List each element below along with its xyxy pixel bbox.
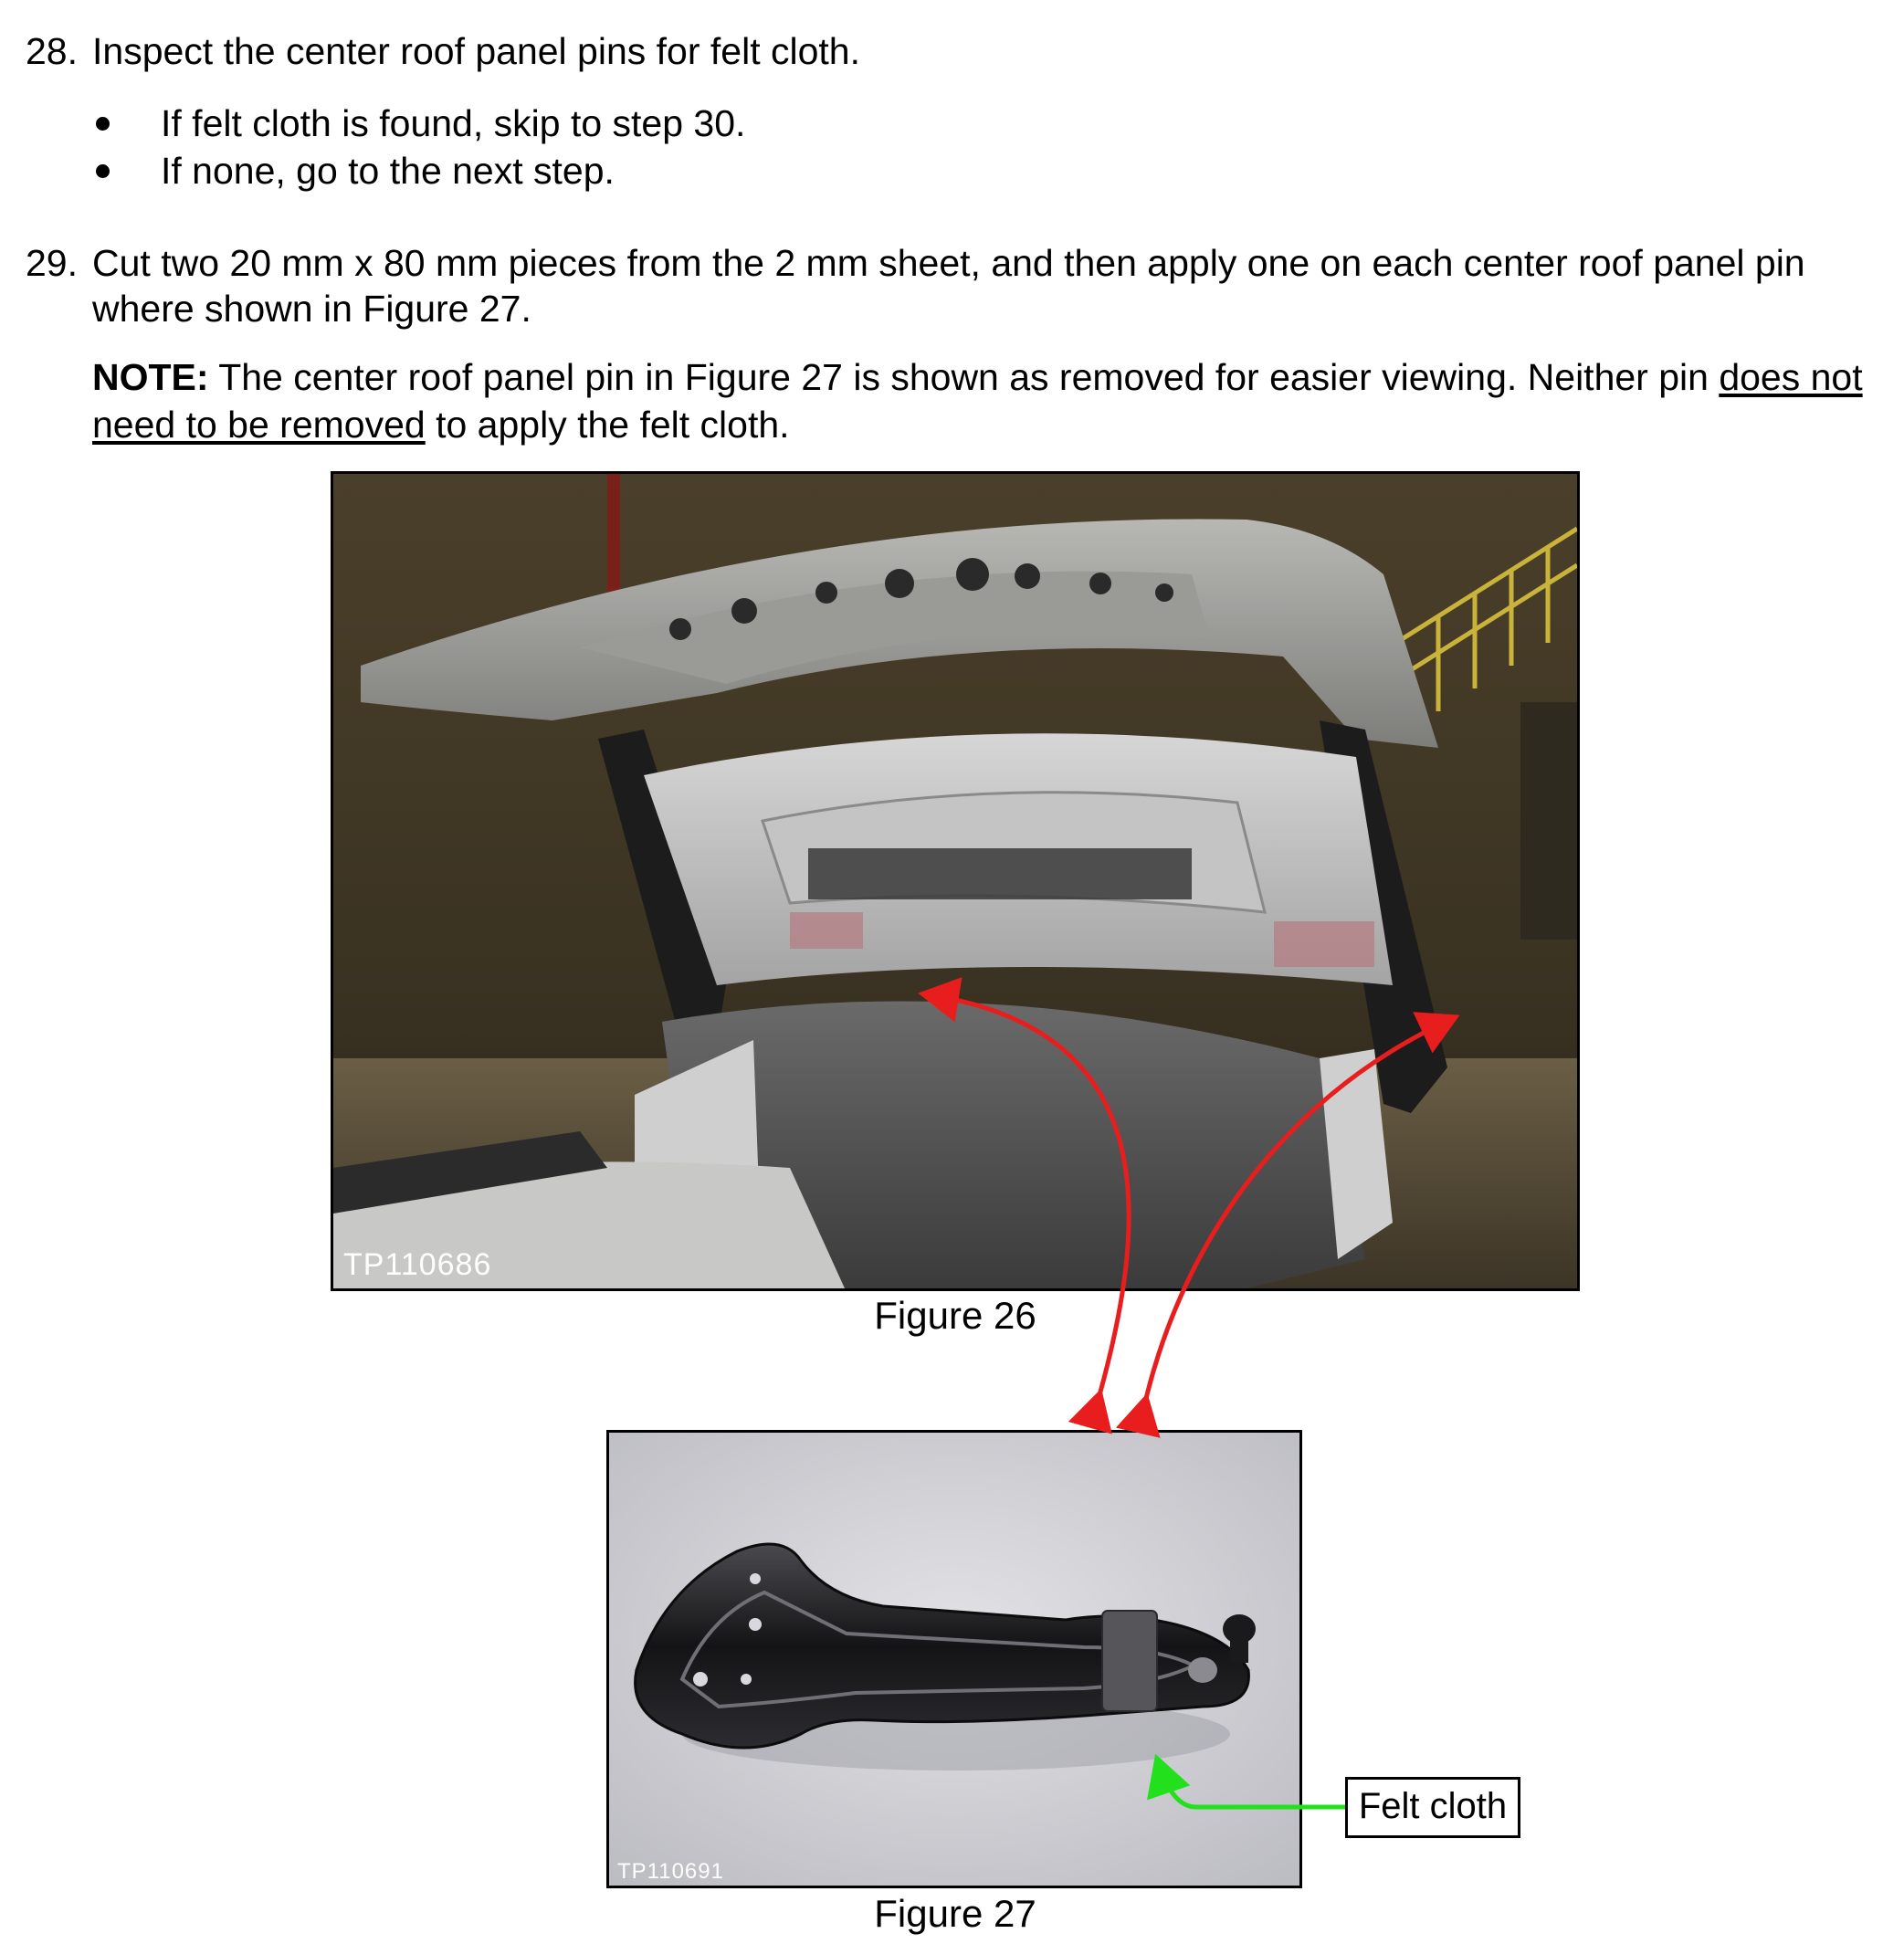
- note-text-2: to apply the felt cloth.: [425, 404, 790, 446]
- step-29-line-2: where shown in Figure 27.: [92, 288, 531, 330]
- step-28-bullet-2: If none, go to the next step.: [161, 150, 615, 192]
- figure-27-photo: [606, 1430, 1302, 1888]
- figure-26-photo-id: TP110686: [343, 1247, 492, 1282]
- roof-panel-pin-photo: [609, 1433, 1299, 1886]
- step-28-bullet-1: If felt cloth is found, skip to step 30.: [161, 102, 746, 144]
- figure-27-photo-id: TP110691: [617, 1859, 724, 1884]
- note-text-1: The center roof panel pin in Figure 27 is shown as removed for easier viewing. Neither pin: [208, 356, 1720, 398]
- felt-cloth-callout: Felt cloth: [1345, 1777, 1520, 1838]
- step-29-number: 29.: [26, 242, 78, 284]
- step-28-number: 28.: [26, 30, 78, 72]
- convertible-roof-photo: [333, 474, 1577, 1288]
- bullet-dot-icon: [96, 117, 110, 131]
- figure-27-caption: Figure 27: [874, 1892, 1036, 1935]
- note-label: NOTE:: [92, 356, 209, 398]
- step-29-line-1: Cut two 20 mm x 80 mm pieces from the 2 mm sheet, and then apply one on each center roof panel pin: [92, 242, 1805, 284]
- note-underlined-1: does not: [1719, 356, 1863, 398]
- note-paragraph: [92, 353, 1882, 448]
- figure-26-caption: Figure 26: [874, 1294, 1036, 1337]
- figure-26-photo: [331, 471, 1580, 1291]
- bullet-dot-icon: [96, 164, 110, 178]
- step-28-text: Inspect the center roof panel pins for felt cloth.: [92, 30, 860, 72]
- note-underlined-2: need to be removed: [92, 404, 426, 446]
